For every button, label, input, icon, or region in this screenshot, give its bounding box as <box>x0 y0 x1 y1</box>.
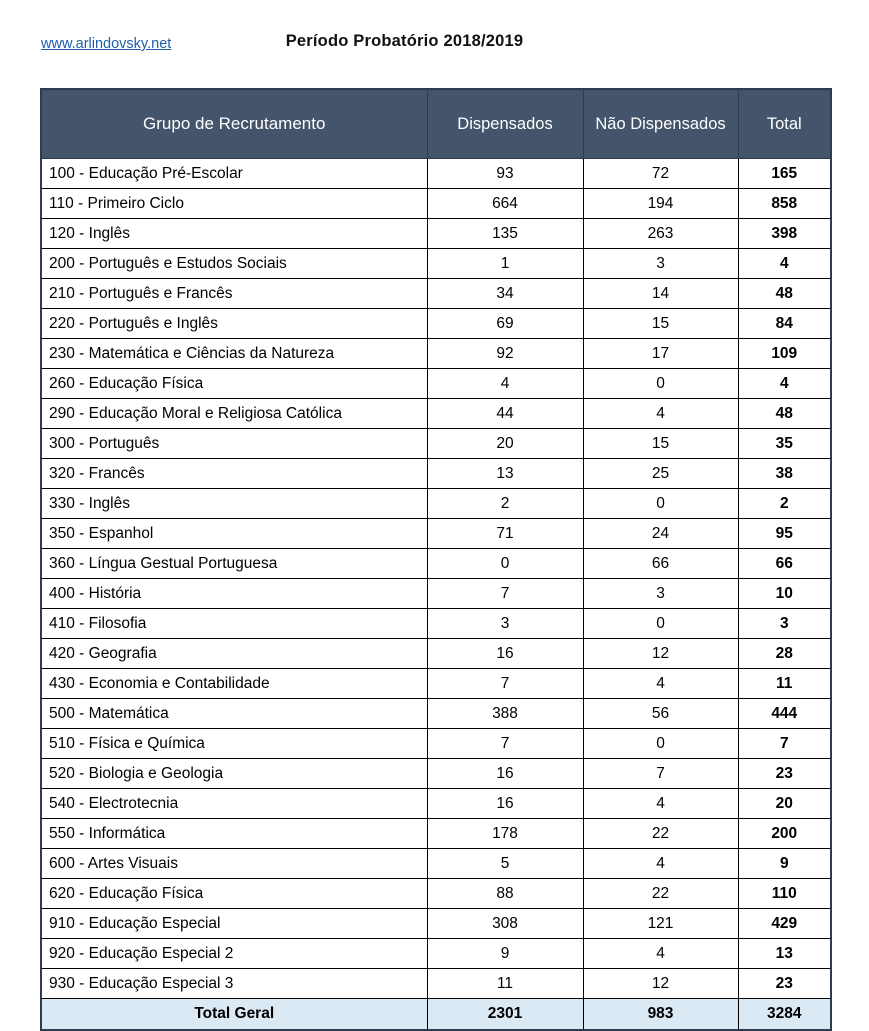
cell-grupo: 300 - Português <box>41 429 427 459</box>
cell-nao-dispensados: 56 <box>583 699 738 729</box>
cell-nao-dispensados: 15 <box>583 429 738 459</box>
cell-dispensados: 7 <box>427 729 583 759</box>
cell-grupo: 100 - Educação Pré-Escolar <box>41 159 427 189</box>
cell-total: 7 <box>738 729 831 759</box>
cell-grupo: 200 - Português e Estudos Sociais <box>41 249 427 279</box>
table-header <box>41 89 831 159</box>
column-header-nao-dispensados: Não Dispensados <box>583 89 738 159</box>
table-row <box>41 759 831 789</box>
cell-total: 9 <box>738 849 831 879</box>
cell-grupo: 260 - Educação Física <box>41 369 427 399</box>
cell-grupo: 120 - Inglês <box>41 219 427 249</box>
cell-dispensados: 7 <box>427 579 583 609</box>
cell-dispensados: 16 <box>427 759 583 789</box>
cell-total: 13 <box>738 939 831 969</box>
cell-dispensados: 664 <box>427 189 583 219</box>
cell-dispensados: 44 <box>427 399 583 429</box>
cell-nao-dispensados: 0 <box>583 609 738 639</box>
cell-grupo: 930 - Educação Especial 3 <box>41 969 427 999</box>
cell-dispensados: 135 <box>427 219 583 249</box>
document-header <box>0 0 869 62</box>
cell-nao-dispensados: 4 <box>583 399 738 429</box>
table-footer <box>41 999 831 1031</box>
cell-total: 165 <box>738 159 831 189</box>
cell-grupo: 920 - Educação Especial 2 <box>41 939 427 969</box>
cell-grupo: 410 - Filosofia <box>41 609 427 639</box>
cell-dispensados: 7 <box>427 669 583 699</box>
site-link[interactable]: www.arlindovsky.net <box>41 36 172 52</box>
cell-nao-dispensados: 24 <box>583 519 738 549</box>
cell-grupo: 320 - Francês <box>41 459 427 489</box>
cell-dispensados: 93 <box>427 159 583 189</box>
table-row <box>41 729 831 759</box>
table-row <box>41 549 831 579</box>
cell-dispensados: 388 <box>427 699 583 729</box>
cell-total: 84 <box>738 309 831 339</box>
data-table <box>40 88 832 1031</box>
cell-dispensados: 2 <box>427 489 583 519</box>
table-row <box>41 219 831 249</box>
cell-total: 95 <box>738 519 831 549</box>
cell-nao-dispensados: 263 <box>583 219 738 249</box>
cell-nao-dispensados: 15 <box>583 309 738 339</box>
cell-grupo: 600 - Artes Visuais <box>41 849 427 879</box>
cell-total: 398 <box>738 219 831 249</box>
cell-grupo: 210 - Português e Francês <box>41 279 427 309</box>
cell-total: 429 <box>738 909 831 939</box>
cell-total: 35 <box>738 429 831 459</box>
column-header-grupo: Grupo de Recrutamento <box>41 89 427 159</box>
column-header-total: Total <box>738 89 831 159</box>
cell-nao-dispensados: 0 <box>583 369 738 399</box>
cell-dispensados: 88 <box>427 879 583 909</box>
cell-grupo: 540 - Electrotecnia <box>41 789 427 819</box>
data-table-container <box>40 88 830 1031</box>
cell-dispensados: 4 <box>427 369 583 399</box>
table-row <box>41 669 831 699</box>
table-row <box>41 579 831 609</box>
cell-grupo: 510 - Física e Química <box>41 729 427 759</box>
cell-dispensados: 5 <box>427 849 583 879</box>
cell-grupo: 430 - Economia e Contabilidade <box>41 669 427 699</box>
cell-grupo: 230 - Matemática e Ciências da Natureza <box>41 339 427 369</box>
cell-nao-dispensados: 12 <box>583 969 738 999</box>
table-row <box>41 519 831 549</box>
cell-nao-dispensados: 25 <box>583 459 738 489</box>
cell-dispensados: 92 <box>427 339 583 369</box>
table-row <box>41 399 831 429</box>
cell-dispensados: 16 <box>427 789 583 819</box>
cell-nao-dispensados: 4 <box>583 939 738 969</box>
cell-nao-dispensados: 3 <box>583 249 738 279</box>
cell-grupo: 330 - Inglês <box>41 489 427 519</box>
cell-grupo: 520 - Biologia e Geologia <box>41 759 427 789</box>
cell-total: 109 <box>738 339 831 369</box>
cell-total: 200 <box>738 819 831 849</box>
cell-total: 48 <box>738 279 831 309</box>
cell-nao-dispensados: 3 <box>583 579 738 609</box>
table-header-row <box>41 89 831 159</box>
cell-total: 10 <box>738 579 831 609</box>
cell-dispensados: 308 <box>427 909 583 939</box>
cell-dispensados: 16 <box>427 639 583 669</box>
cell-dispensados: 11 <box>427 969 583 999</box>
cell-nao-dispensados: 194 <box>583 189 738 219</box>
cell-dispensados: 1 <box>427 249 583 279</box>
cell-dispensados: 20 <box>427 429 583 459</box>
footer-label: Total Geral <box>41 999 427 1031</box>
cell-grupo: 110 - Primeiro Ciclo <box>41 189 427 219</box>
cell-nao-dispensados: 22 <box>583 879 738 909</box>
cell-total: 11 <box>738 669 831 699</box>
footer-dispensados: 2301 <box>427 999 583 1031</box>
cell-nao-dispensados: 66 <box>583 549 738 579</box>
table-row <box>41 159 831 189</box>
table-row <box>41 459 831 489</box>
table-row <box>41 849 831 879</box>
cell-nao-dispensados: 17 <box>583 339 738 369</box>
cell-total: 20 <box>738 789 831 819</box>
cell-grupo: 420 - Geografia <box>41 639 427 669</box>
cell-dispensados: 3 <box>427 609 583 639</box>
cell-dispensados: 69 <box>427 309 583 339</box>
cell-dispensados: 9 <box>427 939 583 969</box>
cell-total: 858 <box>738 189 831 219</box>
column-header-dispensados: Dispensados <box>427 89 583 159</box>
cell-grupo: 620 - Educação Física <box>41 879 427 909</box>
cell-total: 110 <box>738 879 831 909</box>
cell-dispensados: 13 <box>427 459 583 489</box>
cell-total: 4 <box>738 249 831 279</box>
cell-nao-dispensados: 14 <box>583 279 738 309</box>
cell-total: 38 <box>738 459 831 489</box>
table-row <box>41 279 831 309</box>
table-row <box>41 789 831 819</box>
footer-nao-dispensados: 983 <box>583 999 738 1031</box>
cell-total: 66 <box>738 549 831 579</box>
cell-nao-dispensados: 4 <box>583 849 738 879</box>
table-row <box>41 639 831 669</box>
cell-total: 4 <box>738 369 831 399</box>
cell-total: 3 <box>738 609 831 639</box>
cell-nao-dispensados: 4 <box>583 789 738 819</box>
cell-grupo: 360 - Língua Gestual Portuguesa <box>41 549 427 579</box>
cell-nao-dispensados: 121 <box>583 909 738 939</box>
table-row <box>41 309 831 339</box>
table-row <box>41 339 831 369</box>
table-row <box>41 369 831 399</box>
cell-dispensados: 0 <box>427 549 583 579</box>
table-body <box>41 159 831 999</box>
table-footer-row <box>41 999 831 1031</box>
table-row <box>41 879 831 909</box>
table-row <box>41 489 831 519</box>
cell-nao-dispensados: 7 <box>583 759 738 789</box>
cell-nao-dispensados: 4 <box>583 669 738 699</box>
cell-nao-dispensados: 22 <box>583 819 738 849</box>
cell-grupo: 220 - Português e Inglês <box>41 309 427 339</box>
cell-total: 444 <box>738 699 831 729</box>
footer-total: 3284 <box>738 999 831 1031</box>
page-title: Período Probatório 2018/2019 <box>285 32 524 50</box>
table-row <box>41 249 831 279</box>
cell-total: 2 <box>738 489 831 519</box>
cell-nao-dispensados: 0 <box>583 489 738 519</box>
table-row <box>41 609 831 639</box>
cell-total: 23 <box>738 969 831 999</box>
cell-grupo: 290 - Educação Moral e Religiosa Católica <box>41 399 427 429</box>
cell-grupo: 400 - História <box>41 579 427 609</box>
table-row <box>41 699 831 729</box>
cell-grupo: 550 - Informática <box>41 819 427 849</box>
cell-nao-dispensados: 0 <box>583 729 738 759</box>
cell-dispensados: 178 <box>427 819 583 849</box>
cell-nao-dispensados: 12 <box>583 639 738 669</box>
table-row <box>41 189 831 219</box>
table-row <box>41 429 831 459</box>
cell-grupo: 350 - Espanhol <box>41 519 427 549</box>
cell-dispensados: 71 <box>427 519 583 549</box>
cell-total: 23 <box>738 759 831 789</box>
cell-total: 28 <box>738 639 831 669</box>
table-row <box>41 969 831 999</box>
cell-grupo: 500 - Matemática <box>41 699 427 729</box>
table-row <box>41 939 831 969</box>
cell-dispensados: 34 <box>427 279 583 309</box>
table-row <box>41 909 831 939</box>
cell-total: 48 <box>738 399 831 429</box>
cell-nao-dispensados: 72 <box>583 159 738 189</box>
cell-grupo: 910 - Educação Especial <box>41 909 427 939</box>
table-row <box>41 819 831 849</box>
